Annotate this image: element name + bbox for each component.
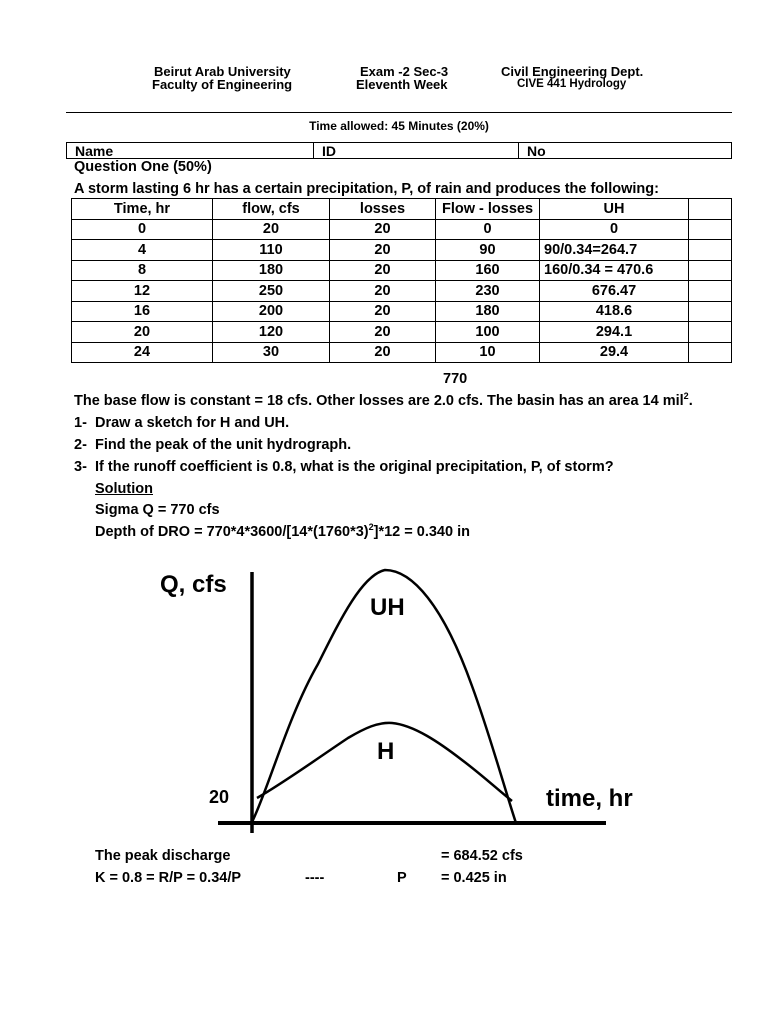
table-cell: 20 — [330, 301, 436, 322]
table-cell: 20 — [330, 240, 436, 261]
givens-sup: 2 — [683, 391, 689, 402]
table-header: losses — [330, 199, 436, 220]
x-axis-label: time, hr — [546, 785, 633, 812]
task-2-text: Find the peak of the unit hydrograph. — [95, 437, 352, 453]
table-cell: 20 — [330, 322, 436, 343]
runoff-coefficient-expr: K = 0.8 = R/P = 0.34/P — [95, 870, 242, 886]
table-cell: 120 — [213, 322, 330, 343]
precipitation-value: = 0.425 in — [441, 870, 507, 886]
university-name: Beirut Arab University — [154, 64, 291, 79]
table-cell: 24 — [72, 342, 213, 363]
table-cell: 20 — [330, 219, 436, 240]
table-cell: 180 — [213, 260, 330, 281]
table-cell: 100 — [436, 322, 540, 343]
solution-title: Solution — [95, 481, 153, 497]
depth-sup: 2 — [368, 522, 374, 533]
peak-discharge-label: The peak discharge — [95, 848, 231, 864]
depth-expr-b: ]*12 = 0.340 in — [373, 524, 470, 540]
precipitation-label: P — [397, 870, 407, 886]
table-header: Time, hr — [72, 199, 213, 220]
table-cell: 110 — [213, 240, 330, 261]
table-cell: 20 — [330, 260, 436, 281]
question-title: Question One (50%) — [74, 159, 212, 175]
table-cell: 200 — [213, 301, 330, 322]
table-cell: 0 — [72, 219, 213, 240]
table-cell: 20 — [330, 281, 436, 302]
table-cell: 90/0.34=264.7 — [540, 240, 689, 261]
flow-sum: 770 — [443, 371, 468, 387]
course-code: CIVE 441 Hydrology — [517, 78, 627, 90]
department-name: Civil Engineering Dept. — [501, 64, 644, 79]
name-cell: Name — [67, 143, 314, 159]
h-curve-label: H — [377, 738, 395, 765]
task-1-text: Draw a sketch for H and UH. — [95, 415, 290, 431]
table-cell: 294.1 — [540, 322, 689, 343]
uh-curve-label: UH — [370, 594, 405, 621]
table-cell: 250 — [213, 281, 330, 302]
table-cell: 418.6 — [540, 301, 689, 322]
table-cell: 10 — [436, 342, 540, 363]
table-cell: 160 — [436, 260, 540, 281]
table-cell: 30 — [213, 342, 330, 363]
table-cell: 12 — [72, 281, 213, 302]
table-cell: 4 — [72, 240, 213, 261]
table-cell: 0 — [540, 219, 689, 240]
no-cell: No — [519, 143, 732, 159]
faculty-name: Faculty of Engineering — [152, 77, 293, 92]
separator-dashes: ---- — [305, 870, 325, 886]
table-cell: 0 — [436, 219, 540, 240]
table-header: UH — [540, 199, 689, 220]
table-cell: 90 — [436, 240, 540, 261]
depth-expr-a: Depth of DRO = 770*4*3600/[14*(1760*3) — [95, 524, 369, 540]
table-cell: 180 — [436, 301, 540, 322]
task-2-num: 2- — [74, 437, 87, 453]
givens-end: . — [688, 393, 693, 409]
table-header: Flow - losses — [436, 199, 540, 220]
peak-discharge-value: = 684.52 cfs — [441, 848, 523, 864]
table-cell: 20 — [72, 322, 213, 343]
table-cell: 160/0.34 = 470.6 — [540, 260, 689, 281]
exam-title: Exam -2 Sec-3 — [360, 64, 449, 79]
table-cell: 16 — [72, 301, 213, 322]
solution-sigma: Sigma Q = 770 cfs — [95, 502, 220, 518]
table-cell: 20 — [330, 342, 436, 363]
base-flow-label: 20 — [209, 787, 230, 807]
id-cell: ID — [314, 143, 519, 159]
task-3-text: If the runoff coefficient is 0.8, what is the original precipitation, P, of storm? — [95, 459, 614, 475]
table-cell: 20 — [213, 219, 330, 240]
task-3-num: 3- — [74, 459, 87, 475]
task-1-num: 1- — [74, 415, 87, 431]
table-cell: 230 — [436, 281, 540, 302]
question-intro: A storm lasting 6 hr has a certain precipitation, P, of rain and produces the following: — [74, 181, 659, 197]
table-cell: 29.4 — [540, 342, 689, 363]
table-cell: 676.47 — [540, 281, 689, 302]
exam-week: Eleventh Week — [356, 77, 448, 92]
givens-main: The base flow is constant = 18 cfs. Other losses are 2.0 cfs. The basin has an area 14 mil — [74, 393, 684, 409]
table-header: flow, cfs — [213, 199, 330, 220]
table-cell: 8 — [72, 260, 213, 281]
time-allowed: Time allowed: 45 Minutes (20%) — [309, 119, 489, 133]
y-axis-label: Q, cfs — [160, 571, 227, 598]
